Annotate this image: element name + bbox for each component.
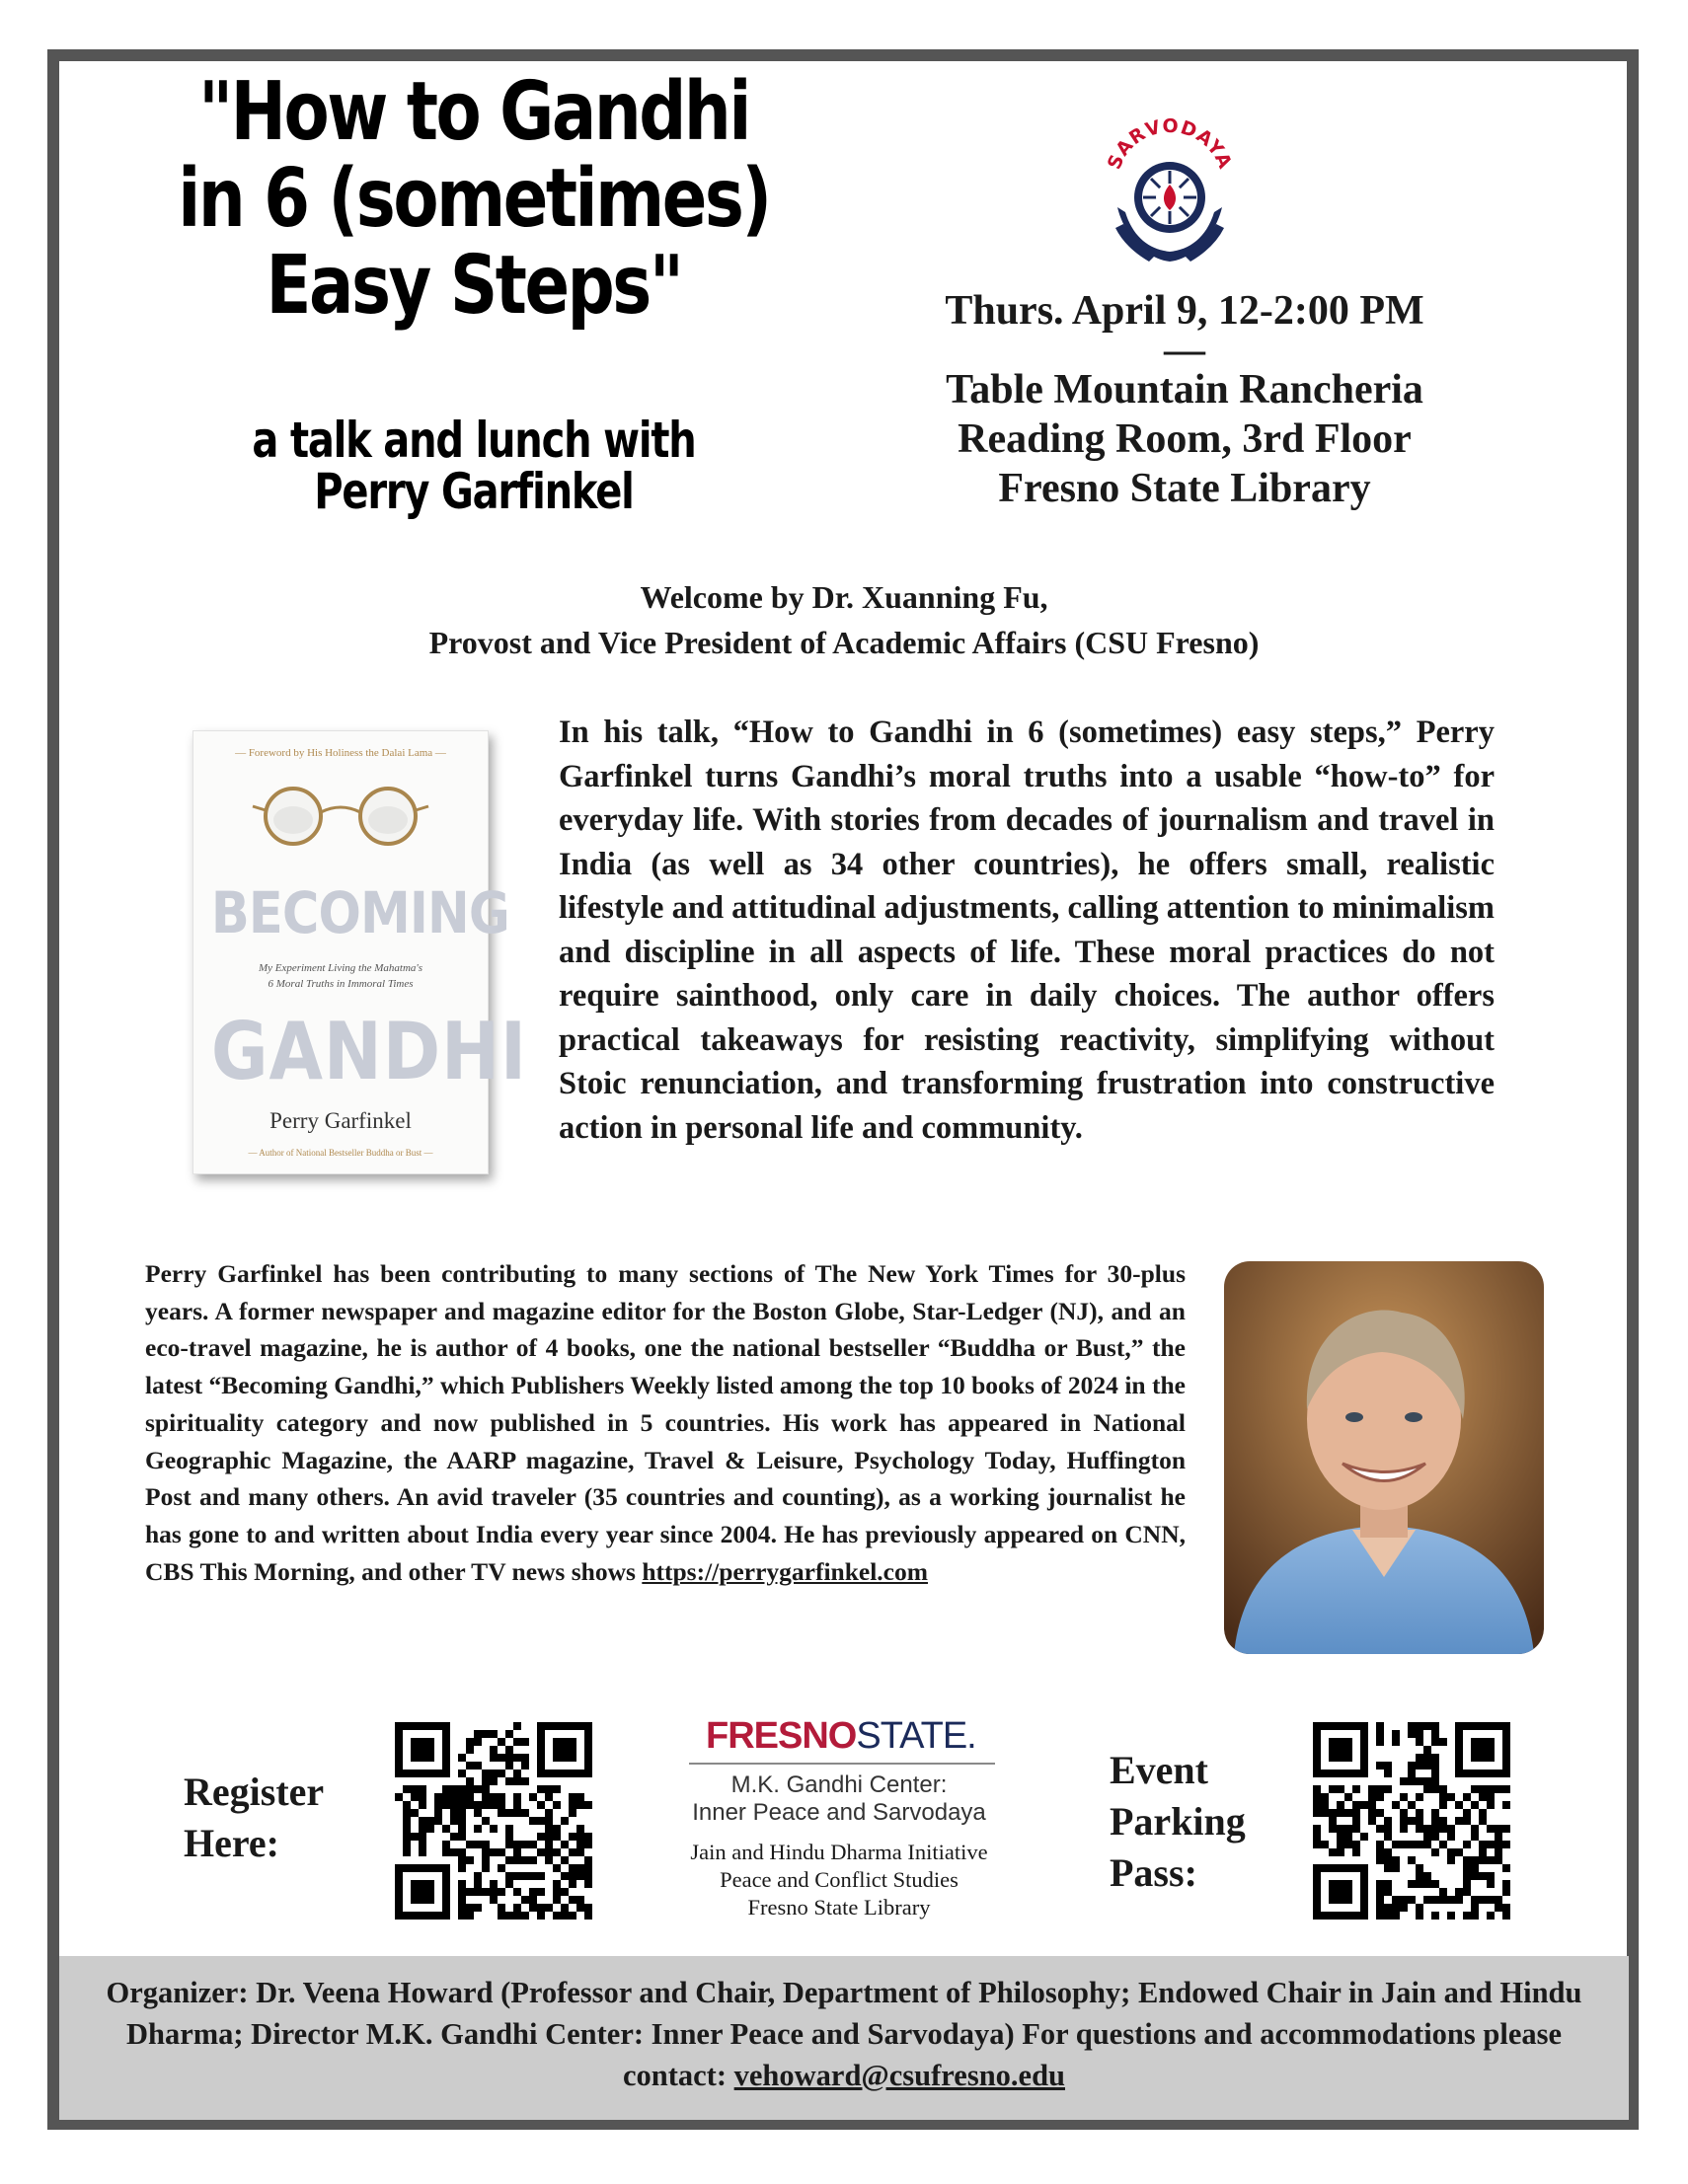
parking-line: Parking xyxy=(1110,1799,1246,1844)
parking-label xyxy=(1110,1745,1246,1899)
divider xyxy=(689,1763,995,1765)
gandhi-center-name xyxy=(642,1771,1036,1827)
partner-item: Fresno State Library xyxy=(747,1895,931,1920)
parking-line: Pass: xyxy=(1110,1850,1197,1895)
subtitle-line: Perry Garfinkel xyxy=(314,463,634,520)
center-line: Inner Peace and Sarvodaya xyxy=(692,1799,986,1826)
welcome-line: Provost and Vice President of Academic Affairs (CSU Fresno) xyxy=(428,625,1260,660)
welcome-note xyxy=(197,574,1491,665)
parking-line: Event xyxy=(1110,1748,1208,1792)
fresno-state-logo xyxy=(706,1715,976,1758)
register-qr-code[interactable] xyxy=(395,1722,592,1920)
book-subtitle-line: 6 Moral Truths in Immoral Times xyxy=(268,978,414,990)
book-subtitle xyxy=(213,960,468,992)
welcome-line: Welcome by Dr. Xuanning Fu, xyxy=(640,579,1048,615)
logo-text: SARVODAYA xyxy=(1103,114,1237,173)
register-line: Here: xyxy=(184,1821,279,1865)
event-info xyxy=(839,286,1530,513)
location-line: Table Mountain Rancheria xyxy=(946,367,1423,413)
partner-item: Peace and Conflict Studies xyxy=(720,1867,959,1892)
talk-description: In his talk, “How to Gandhi in 6 (sometimes) easy steps,” Perry Garfinkel turns Gandhi’s moral truths into a usable “how-to” for everyday life. With stories from decades of journalism and travel in India (as well as 34 other countries), he offers small, realistic lifestyle and attitudinal adjustments, calling attention to minimalism and discipline in all aspects of life. These moral practices do not require sainthood, only care in daily choices. The author offers practical takeaways for resisting reactivity, simplifying without Stoic renunciation, and transforming frustration into constructive action in personal life and community. xyxy=(559,715,1495,1146)
location-line: Reading Room, 3rd Floor xyxy=(958,416,1412,462)
book-title-top: BECOMING xyxy=(210,879,509,946)
book-cover xyxy=(192,730,527,1174)
subtitle-line: a talk and lunch with xyxy=(252,412,696,469)
brand-state: STATE. xyxy=(856,1715,976,1757)
partner-list xyxy=(632,1839,1046,1921)
event-subtitle xyxy=(213,412,734,520)
register-label xyxy=(184,1767,324,1869)
speaker-bio xyxy=(145,1255,1186,1590)
title-line: in 6 (sometimes) xyxy=(178,152,770,246)
register-line: Register xyxy=(184,1770,325,1814)
parking-qr-code[interactable] xyxy=(1313,1722,1510,1920)
event-datetime: Thurs. April 9, 12-2:00 PM xyxy=(945,288,1424,334)
title-line: "How to Gandhi xyxy=(198,65,749,159)
book-subtitle-line: My Experiment Living the Mahatma's xyxy=(258,962,423,974)
website-link[interactable]: https://perrygarfinkel.com xyxy=(642,1556,928,1586)
contact-email-link[interactable]: vehoward@csufresno.edu xyxy=(733,2059,1065,2092)
center-line: M.K. Gandhi Center: xyxy=(730,1771,948,1798)
brand-fresno: FRESNO xyxy=(706,1715,857,1757)
book-author: Perry Garfinkel xyxy=(269,1108,412,1133)
book-tagline: — Author of National Bestseller Buddha or Bust — xyxy=(248,1148,433,1158)
speaker-photo xyxy=(1224,1261,1544,1654)
partner-item: Jain and Hindu Dharma Initiative xyxy=(690,1840,988,1864)
bio-text: Perry Garfinkel has been contributing to many sections of The New York Times for 30-plus years. A former newspaper and magazine editor for the Boston Globe, Star-Ledger (NJ), and an eco-travel magazine, he is author of 4 books, one the national bestseller “Buddha or Bust,” the latest “Becoming Gandhi,” which Publishers Weekly listed among the top 10 books of 2024 in the spirituality category and now published in 5 countries. His work has appeared in National Geographic Magazine, the AARP magazine, Travel & Leisure, Psychology Today, Huffington Post and many others. An avid traveler (35 countries and counting), as a working journalist he has gone to and written about India every year since 2004. He has previously appeared on CNN, CBS This Morning, and other TV news shows xyxy=(145,1259,1186,1586)
book-foreword: — Foreword by His Holiness the Dalai Lama — xyxy=(235,747,446,759)
event-title xyxy=(175,65,774,333)
sarvodaya-logo xyxy=(1096,113,1244,271)
title-line: Easy Steps" xyxy=(266,239,682,333)
organizer-text: Organizer: Dr. Veena Howard (Professor and Chair, Department of Philosophy; Endowed Chair in Jain and Hindu Dharma; Director M.K. Gandhi Center: Inner Peace and Sarvodaya) For questions and accommodations please contact: xyxy=(106,1976,1582,2092)
location-line: Fresno State Library xyxy=(998,466,1371,511)
glasses-icon xyxy=(249,781,432,850)
book-title-bottom: GANDHI xyxy=(210,1006,527,1097)
separator: — xyxy=(1164,328,1205,373)
organizer-info xyxy=(79,1972,1609,2096)
